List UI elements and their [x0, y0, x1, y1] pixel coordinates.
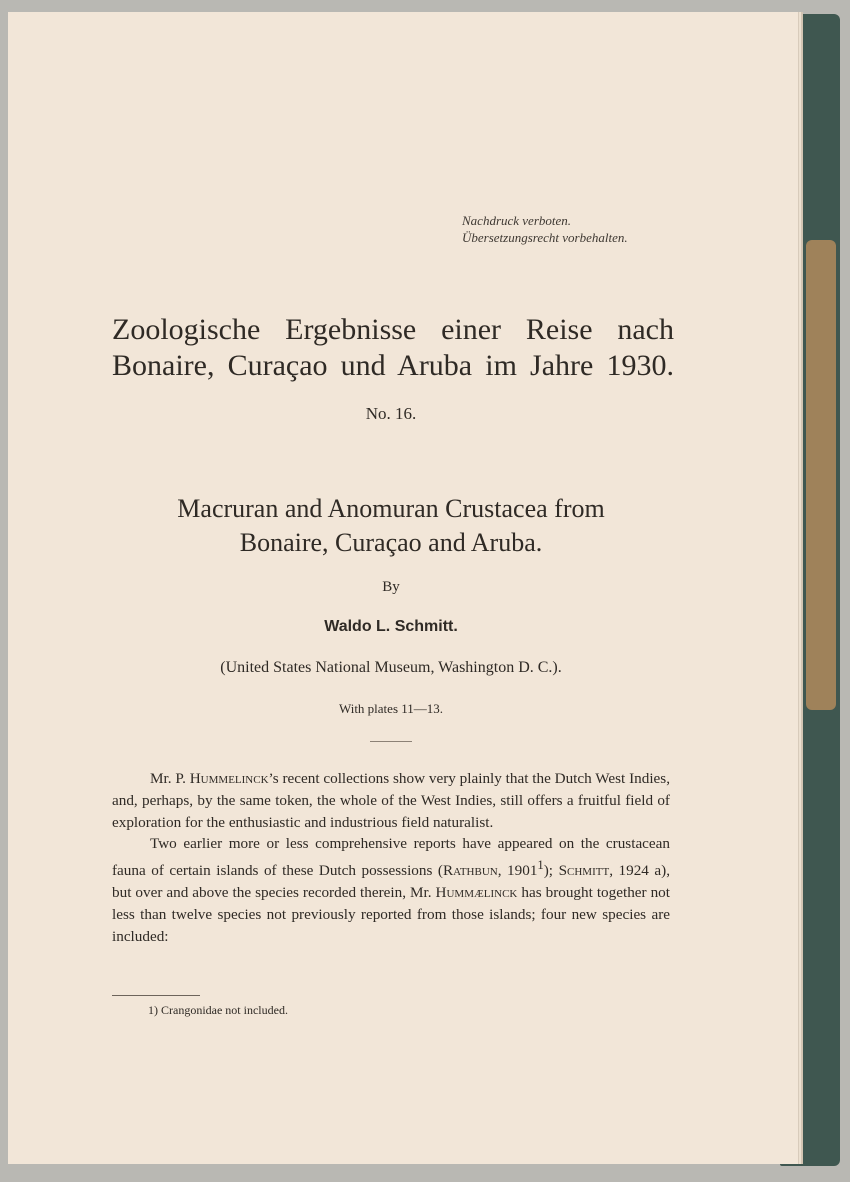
copyright-note-line: Nachdruck verboten. [462, 213, 572, 228]
copyright-note-line: Übersetzungsrecht vorbehalten. [462, 230, 628, 245]
text-run: , 1901 [497, 862, 538, 880]
text-run: Mr. P. [150, 770, 190, 787]
footnote-marker: 1 [537, 858, 544, 873]
article-title-line: Bonaire, Curaçao and Aruba. [239, 528, 543, 557]
article-title [8, 492, 774, 560]
person-name: Hummelinck [189, 770, 269, 787]
series-number: No. 16. [365, 404, 417, 423]
text-run: , 1924 a), but over and above the species recorded therein, Mr. [112, 862, 670, 902]
footnote-rule [112, 995, 200, 996]
paragraph [112, 833, 670, 947]
text-run: has brought together not less than twelve species not previously reported from those islands; four new species are included: [112, 884, 670, 945]
section-divider [370, 741, 412, 742]
binding-tape [806, 240, 836, 710]
series-title [112, 312, 674, 384]
text-run: ); [543, 862, 559, 880]
body-text [112, 768, 670, 947]
author-affiliation: (United States National Museum, Washington D. C.). [220, 659, 562, 676]
copyright-note [462, 212, 702, 246]
text-run: ’s recent collections show very plainly that the Dutch West Indies, and, perhaps, by the same token, the whole of the West Indies, still offers a fruitful field of exploration for the enthusiastic and industrious field naturalist. [112, 770, 670, 831]
article-title-line: Macruran and Anomuran Crustacea from [177, 494, 605, 523]
text-run: Two earlier more or less comprehensive reports have appeared on the crustacean fauna of certain islands of these Dutch possessions ( [112, 835, 670, 880]
byline-by: By [382, 579, 400, 595]
person-name: Hummælinck [435, 884, 518, 902]
series-title-line: Zoologische Ergebnisse einer Reise nach [112, 313, 674, 346]
author-name: Waldo L. Schmitt. [324, 618, 458, 635]
footnote: 1) Crangonidae not included. [148, 1003, 288, 1017]
paragraph [112, 768, 670, 833]
citation-author: Rathbun [442, 862, 498, 880]
document-page [8, 12, 798, 1164]
citation-author: Schmitt [558, 862, 610, 880]
series-title-line: Bonaire, Curaçao und Aruba im Jahre 1930. [112, 349, 674, 382]
plates-note: With plates 11—13. [338, 701, 444, 716]
